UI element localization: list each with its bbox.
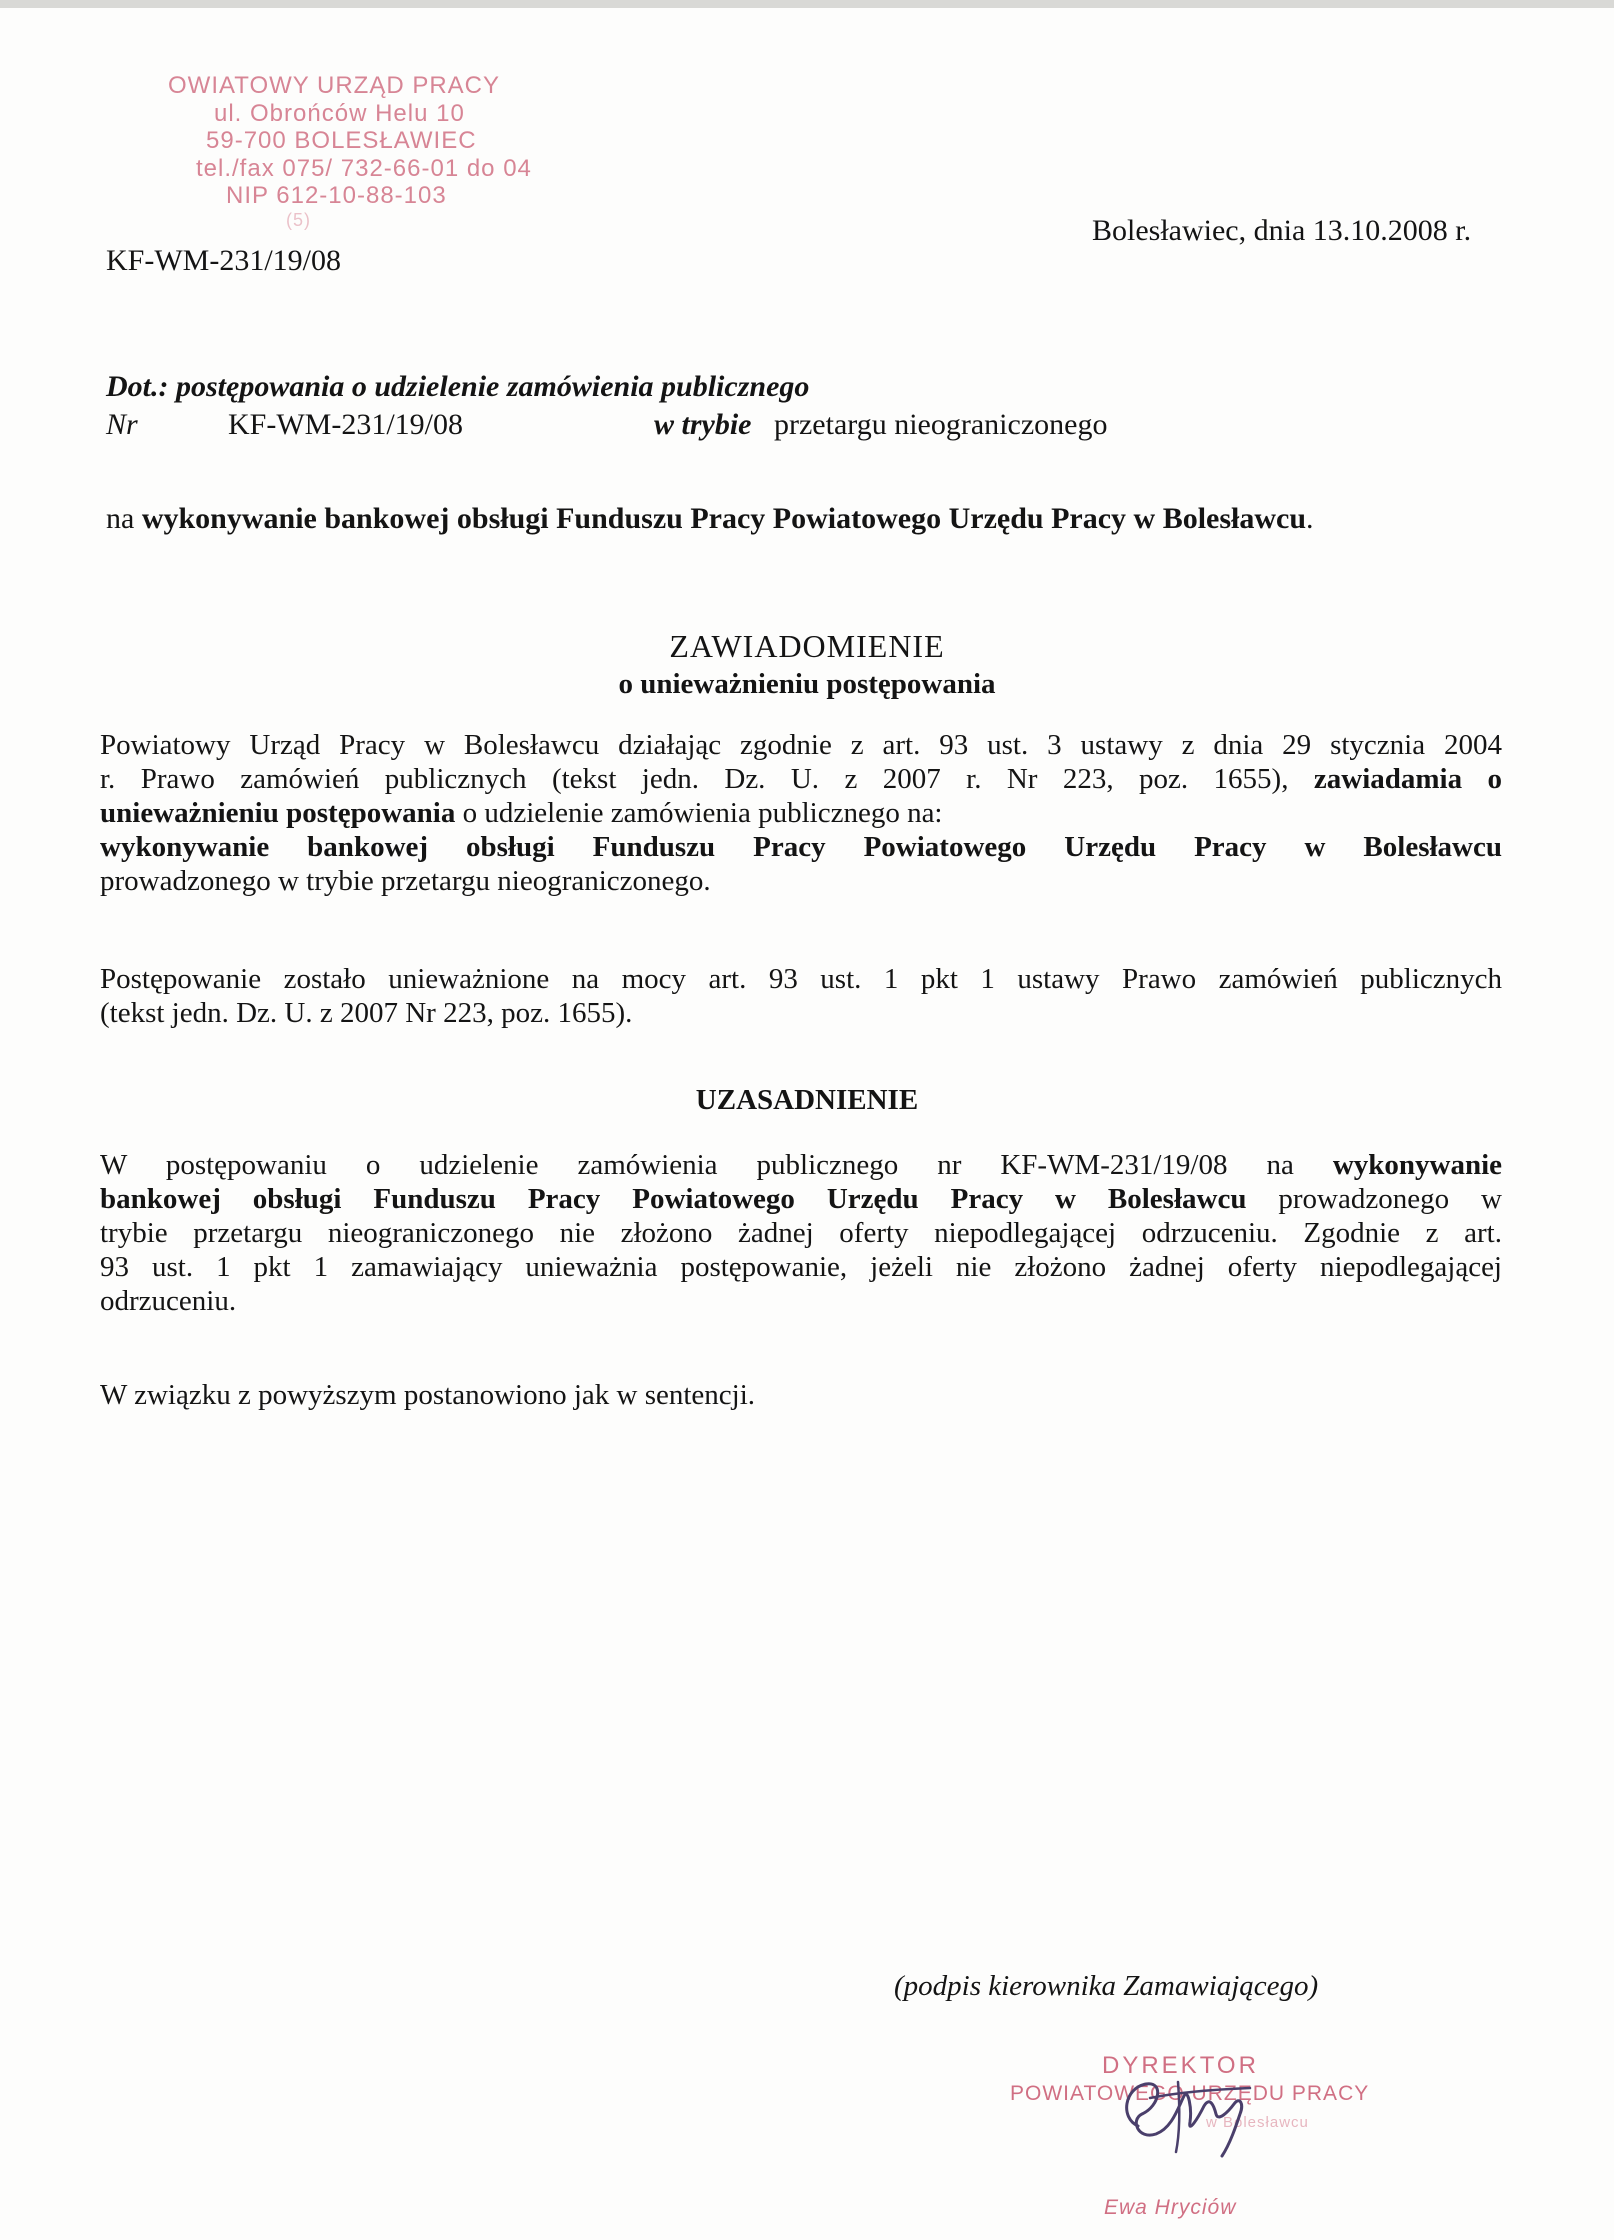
notice-paragraph-1 (100, 728, 1502, 898)
subject-line3-prefix: na (106, 502, 135, 535)
notice-p1-line-3 (100, 796, 1502, 830)
subject-block (106, 368, 1108, 444)
just-p1-line-2-normal: prowadzonego w (1278, 1183, 1502, 1215)
justification-title: UZASADNIENIE (695, 1084, 919, 1116)
just-p1-line-2 (100, 1182, 1502, 1216)
just-p1-line-5: odrzuceniu. (100, 1285, 237, 1317)
just-p1-line-3: trybie przetargu nieograniczonego nie złożono żadnej oferty niepodlegającej odrzuceniu. Zgodnie z art. (100, 1217, 1502, 1249)
notice-p1-line-2-bold: zawiadamia o (1313, 763, 1503, 795)
just-p1-line-1-normal: W postępowaniu o udzielenie zamówienia publicznego nr KF-WM-231/19/08 na (100, 1149, 1294, 1181)
director-stamp-name: Ewa Hryciów (1104, 2196, 1237, 2219)
notice-p2-line-2: (tekst jedn. Dz. U. z 2007 Nr 223, poz. 1655). (100, 997, 633, 1029)
subject-line3-suffix: . (1306, 502, 1314, 535)
notice-title: ZAWIADOMIENIE (669, 628, 945, 664)
office-stamp-line-name: OWIATOWY URZĄD PRACY (168, 72, 501, 99)
director-stamp-city: w Bolesławcu (1206, 2114, 1309, 2131)
justification-paragraph-2 (100, 1378, 1502, 1412)
subject-nr-label: Nr (106, 408, 138, 442)
notice-p1-line-3-bold: unieważnieniu postępowania (100, 797, 456, 829)
office-stamp (168, 72, 532, 231)
subject-dot-label: Dot.: (106, 370, 169, 403)
office-stamp-line-nip: NIP 612-10-88-103 (226, 182, 447, 210)
handwritten-signature-icon (1080, 2048, 1280, 2168)
subject-line-2 (106, 406, 1108, 444)
place-date: Bolesławiec, dnia 13.10.2008 r. (1092, 214, 1472, 247)
reference-number: KF-WM-231/19/08 (106, 244, 341, 277)
just-p1-line-1 (100, 1148, 1502, 1182)
office-stamp-line-extra: (5) (286, 209, 311, 230)
subject-dot-text: postępowania o udzielenie zamówienia publicznego (176, 370, 810, 403)
just-p1-line-1-bold: wykonywanie (1332, 1149, 1503, 1181)
subject-line-1 (106, 368, 809, 406)
notice-paragraph-2 (100, 962, 1502, 1030)
scan-edge (0, 0, 1614, 8)
notice-p2-line-1: Postępowanie zostało unieważnione na mocy art. 93 ust. 1 pkt 1 ustawy Prawo zamówień publicznych (100, 963, 1502, 995)
notice-p1-line-2 (100, 762, 1502, 796)
office-stamp-line-city: 59-700 BOLESŁAWIEC (206, 127, 477, 155)
notice-p1-line-4: wykonywanie bankowej obsługi Funduszu Pracy Powiatowego Urzędu Pracy w Bolesławcu (100, 831, 1502, 863)
just-p1-line-4: 93 ust. 1 pkt 1 zamawiający unieważnia postępowanie, jeżeli nie złożono żadnej oferty niepodlegającej (100, 1251, 1502, 1283)
subject-mode-label: w trybie (654, 408, 752, 442)
director-stamp-office: POWIATOWEGO URZĘDU PRACY (1010, 2082, 1370, 2105)
director-stamp-title: DYREKTOR (1102, 2052, 1259, 2079)
notice-p1-line-5: prowadzonego w trybie przetargu nieograniczonego. (100, 865, 711, 897)
office-stamp-line-phone: tel./fax 075/ 732-66-01 do 04 (196, 154, 532, 182)
office-stamp-line-street: ul. Obrońców Helu 10 (214, 99, 465, 127)
just-p1-line-2-bold: bankowej obsługi Funduszu Pracy Powiatowego Urzędu Pracy w Bolesławcu (100, 1183, 1247, 1215)
notice-subtitle: o unieważnieniu postępowania (618, 668, 996, 700)
subject-nr-value: KF-WM-231/19/08 (228, 408, 463, 442)
notice-p1-line-1: Powiatowy Urząd Pracy w Bolesławcu działając zgodnie z art. 93 ust. 3 ustawy z dnia 29 stycznia 2004 (100, 729, 1502, 761)
justification-paragraph-1 (100, 1148, 1502, 1318)
notice-p1-line-3-normal: o udzielenie zamówienia publicznego na: (462, 797, 943, 829)
just-p2-line-1: W związku z powyższym postanowiono jak w sentencji. (100, 1379, 756, 1411)
subject-line-3 (106, 502, 1314, 536)
notice-p1-line-2-normal: r. Prawo zamówień publicznych (tekst jedn. Dz. U. z 2007 r. Nr 223, poz. 1655), (100, 763, 1289, 795)
subject-mode-text: przetargu nieograniczonego (774, 408, 1108, 442)
signature-caption: (podpis kierownika Zamawiającego) (894, 1970, 1319, 2002)
subject-line3-bold: wykonywanie bankowej obsługi Funduszu Pracy Powiatowego Urzędu Pracy w Bolesławcu (141, 502, 1307, 535)
